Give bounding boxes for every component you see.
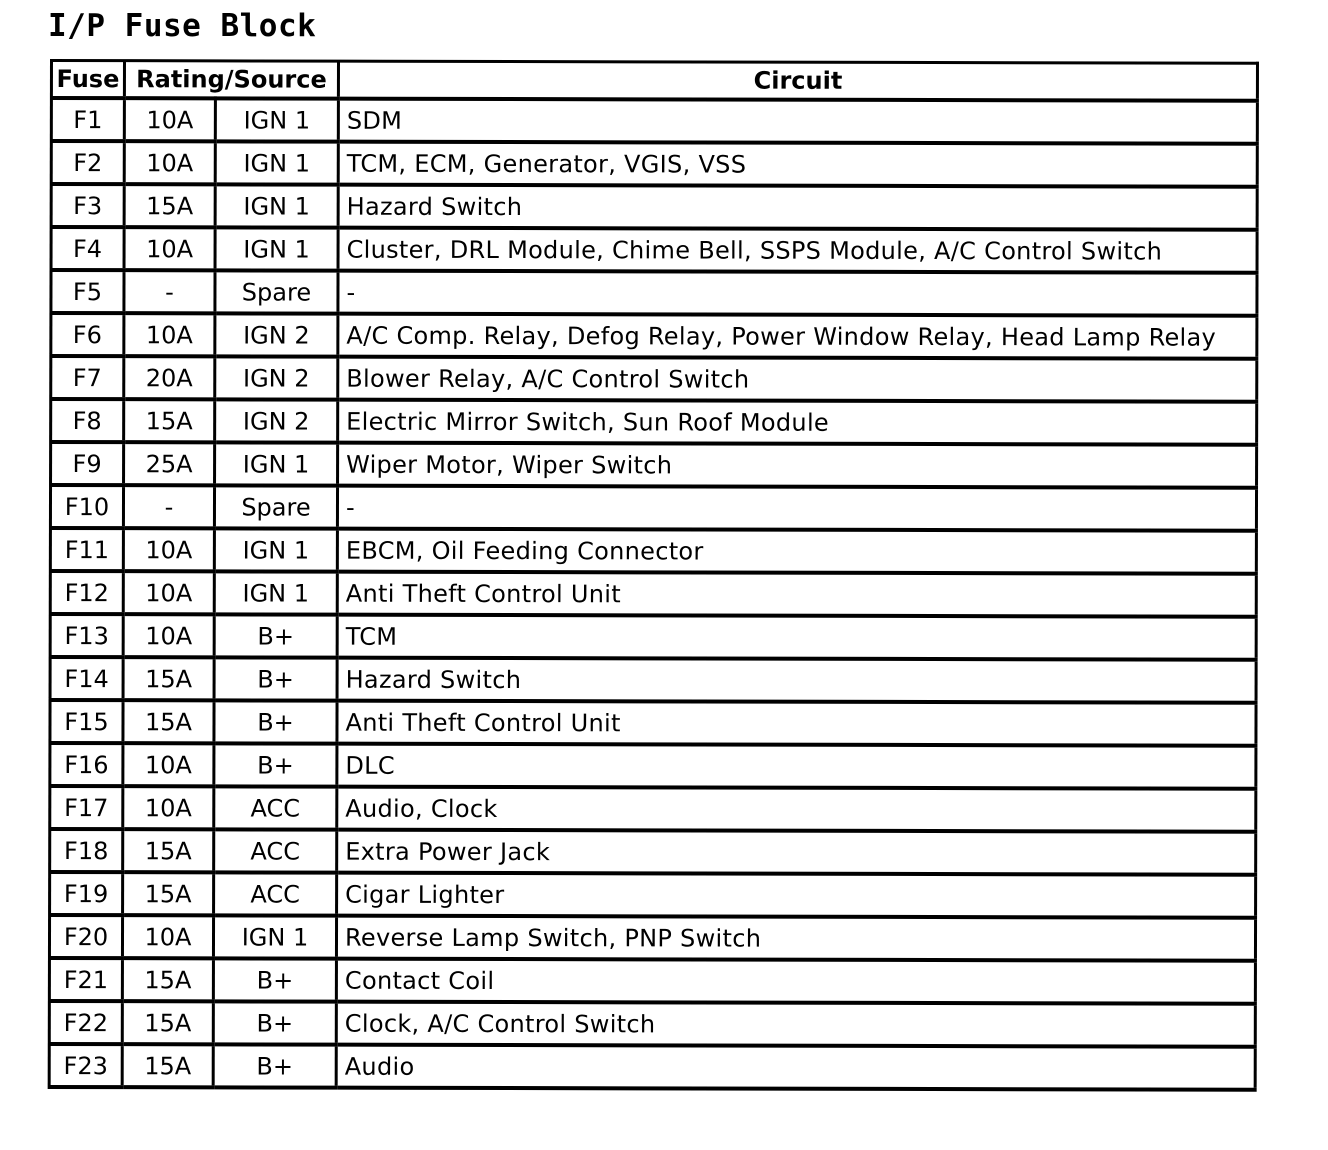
circuit-cell: Reverse Lamp Switch, PNP Switch	[336, 916, 1255, 961]
circuit-cell: EBCM, Oil Feeding Connector	[337, 529, 1256, 574]
circuit-cell: Hazard Switch	[338, 185, 1257, 230]
source-cell: IGN 1	[215, 227, 338, 270]
table-row	[50, 571, 1256, 617]
rating-cell: 10A	[123, 743, 214, 786]
source-cell: B+	[213, 1044, 336, 1087]
rating-cell: 15A	[122, 958, 213, 1001]
circuit-cell: Electric Mirror Switch, Sun Roof Module	[338, 400, 1257, 445]
fuse-cell: F2	[51, 141, 124, 184]
table-row	[49, 915, 1255, 961]
page-title: I/P Fuse Block	[48, 8, 317, 44]
fuse-cell: F4	[51, 227, 124, 270]
table-row	[50, 485, 1256, 531]
circuit-cell: Audio	[336, 1045, 1255, 1090]
fuse-cell: F5	[51, 270, 124, 313]
circuit-cell: Clock, A/C Control Switch	[336, 1002, 1255, 1047]
circuit-cell: SDM	[338, 99, 1257, 144]
circuit-cell: -	[337, 486, 1256, 531]
table-row	[51, 98, 1257, 144]
table-row	[49, 1044, 1255, 1090]
source-cell: B+	[214, 614, 337, 657]
source-cell: IGN 1	[215, 141, 338, 184]
table-row	[50, 700, 1256, 746]
source-cell: Spare	[215, 270, 338, 313]
table-row	[50, 872, 1256, 918]
column-header-rating-source: Rating/Source	[124, 61, 338, 99]
source-cell: IGN 1	[215, 98, 338, 141]
fuse-cell: F7	[51, 356, 124, 399]
rating-cell: 15A	[122, 1044, 213, 1087]
column-header-circuit: Circuit	[338, 61, 1257, 101]
fuse-cell: F15	[50, 700, 123, 743]
circuit-cell: -	[338, 271, 1257, 316]
table-row	[50, 829, 1256, 875]
table-row	[51, 270, 1257, 316]
circuit-cell: Anti Theft Control Unit	[337, 701, 1256, 746]
rating-cell: 10A	[124, 98, 215, 141]
rating-cell: 10A	[124, 227, 215, 270]
rating-cell: 15A	[123, 657, 214, 700]
fuse-cell: F19	[50, 872, 123, 915]
table-row	[49, 1001, 1255, 1047]
fuse-cell: F16	[50, 743, 123, 786]
source-cell: IGN 1	[214, 528, 337, 571]
fuse-cell: F22	[49, 1001, 122, 1044]
rating-cell: 15A	[122, 1001, 213, 1044]
fuse-cell: F8	[51, 399, 124, 442]
fuse-cell: F12	[50, 571, 123, 614]
fuse-cell: F17	[50, 786, 123, 829]
rating-cell: -	[123, 485, 214, 528]
source-cell: B+	[214, 657, 337, 700]
fuse-cell: F13	[50, 614, 123, 657]
circuit-cell: Audio, Clock	[337, 787, 1256, 832]
table-row	[51, 442, 1257, 488]
rating-cell: 10A	[123, 786, 214, 829]
table-row	[50, 786, 1256, 832]
source-cell: IGN 1	[214, 571, 337, 614]
source-cell: ACC	[214, 786, 337, 829]
circuit-cell: DLC	[337, 744, 1256, 789]
source-cell: IGN 1	[215, 442, 338, 485]
source-cell: Spare	[214, 485, 337, 528]
fuse-cell: F11	[50, 528, 123, 571]
fuse-table	[48, 59, 1259, 1092]
source-cell: B+	[213, 958, 336, 1001]
table-row	[50, 657, 1256, 703]
circuit-cell: TCM, ECM, Generator, VGIS, VSS	[338, 142, 1257, 187]
fuse-cell: F20	[49, 915, 122, 958]
rating-cell: 20A	[124, 356, 215, 399]
table-header-row	[51, 61, 1257, 101]
circuit-cell: Contact Coil	[336, 959, 1255, 1004]
source-cell: IGN 2	[215, 313, 338, 356]
circuit-cell: Wiper Motor, Wiper Switch	[338, 443, 1257, 488]
circuit-cell: Cluster, DRL Module, Chime Bell, SSPS Module, A/C Control Switch	[338, 228, 1257, 273]
fuse-cell: F3	[51, 184, 124, 227]
source-cell: B+	[214, 743, 337, 786]
table-row	[51, 356, 1257, 402]
fuse-cell: F9	[51, 442, 124, 485]
rating-cell: 15A	[123, 829, 214, 872]
source-cell: IGN 1	[213, 915, 336, 958]
table-row	[51, 313, 1257, 359]
source-cell: IGN 1	[215, 184, 338, 227]
circuit-cell: A/C Comp. Relay, Defog Relay, Power Window Relay, Head Lamp Relay	[338, 314, 1257, 359]
circuit-cell: Blower Relay, A/C Control Switch	[338, 357, 1257, 402]
rating-cell: 10A	[122, 915, 213, 958]
table-row	[51, 227, 1257, 273]
column-header-fuse: Fuse	[51, 61, 124, 99]
circuit-cell: Cigar Lighter	[337, 873, 1256, 918]
fuse-cell: F6	[51, 313, 124, 356]
source-cell: B+	[213, 1001, 336, 1044]
source-cell: IGN 2	[215, 399, 338, 442]
rating-cell: 15A	[124, 399, 215, 442]
rating-cell: 10A	[124, 313, 215, 356]
circuit-cell: Extra Power Jack	[337, 830, 1256, 875]
fuse-cell: F1	[51, 98, 124, 141]
fuse-cell: F18	[50, 829, 123, 872]
table-row	[50, 614, 1256, 660]
circuit-cell: Hazard Switch	[337, 658, 1256, 703]
table-row	[49, 958, 1255, 1004]
rating-cell: 15A	[123, 872, 214, 915]
rating-cell: 10A	[124, 141, 215, 184]
rating-cell: 10A	[123, 571, 214, 614]
rating-cell: 10A	[123, 614, 214, 657]
circuit-cell: Anti Theft Control Unit	[337, 572, 1256, 617]
table-row	[51, 184, 1257, 230]
source-cell: IGN 2	[215, 356, 338, 399]
table-row	[51, 399, 1257, 445]
fuse-cell: F23	[49, 1044, 122, 1087]
rating-cell: 10A	[123, 528, 214, 571]
table-row	[50, 743, 1256, 789]
circuit-cell: TCM	[337, 615, 1256, 660]
fuse-cell: F14	[50, 657, 123, 700]
table-row	[51, 141, 1257, 187]
rating-cell: 15A	[123, 700, 214, 743]
fuse-cell: F10	[50, 485, 123, 528]
source-cell: ACC	[214, 872, 337, 915]
table-row	[50, 528, 1256, 574]
rating-cell: 15A	[124, 184, 215, 227]
rating-cell: 25A	[124, 442, 215, 485]
source-cell: B+	[214, 700, 337, 743]
rating-cell: -	[124, 270, 215, 313]
fuse-cell: F21	[49, 958, 122, 1001]
source-cell: ACC	[214, 829, 337, 872]
table-body	[49, 98, 1257, 1090]
